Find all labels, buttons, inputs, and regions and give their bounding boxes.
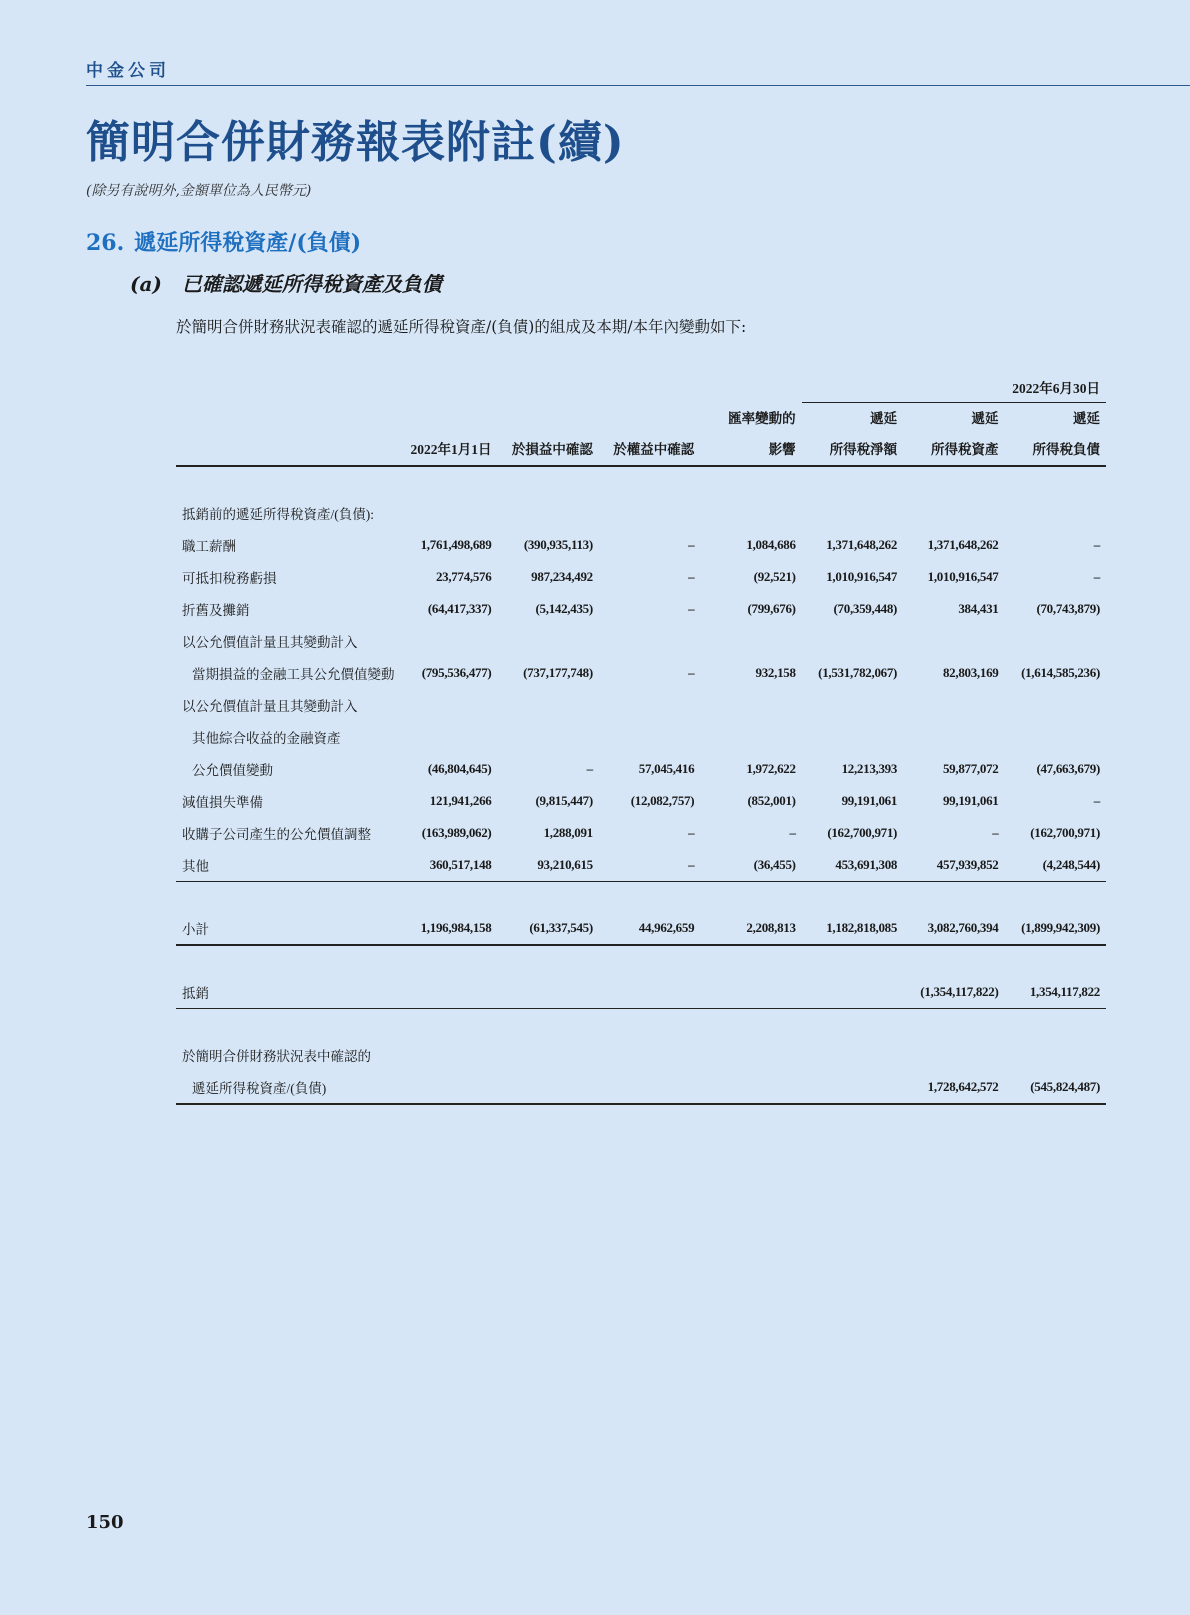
table-row [176,817,1106,849]
cell-value: (737,177,748) [523,665,593,680]
cell-value: (1,531,782,067) [818,665,898,680]
cell-value: (162,700,971) [827,825,898,840]
row-label: 收購子公司產生的公允價值調整 [182,827,371,842]
table-row [176,689,1106,721]
cell-value: – [586,761,593,776]
spacer-row [176,466,1106,497]
cell-value [497,689,598,721]
cell-value: 99,191,061 [841,793,898,808]
cell-value [700,721,801,753]
cell-value: 453,691,308 [802,849,903,882]
row-label: 其他綜合收益的金融資產 [192,731,341,746]
cell-value: 44,962,659 [599,912,700,945]
cell-value: (545,824,487) [1005,1071,1107,1104]
cell-value: (1,614,585,236) [1021,665,1100,680]
cell-value: (5,142,435) [535,601,593,616]
cell-value [903,689,1004,721]
offset-row [176,976,1106,1009]
col-header-line1: 遞延 [971,411,999,426]
cell-value [497,976,598,1009]
row-label: 以公允價值計量且其變動計入 [182,699,358,714]
cell-value [802,976,903,1009]
cell-value [396,689,497,721]
cell-value: – [789,825,796,840]
cell-value: 1,972,622 [746,761,796,776]
cell-value [802,1071,903,1104]
deferred-tax-table [176,372,1106,1105]
cell-value [396,976,497,1009]
cell-value [700,1071,801,1104]
spacer-row [176,1009,1106,1040]
cell-value: (12,082,757) [630,793,695,808]
cell-value: (4,248,544) [1005,849,1107,882]
col-header-line2: 2022年1月1日 [396,431,497,466]
recognised-label-row [176,1039,1106,1071]
cell-value: 932,158 [755,665,796,680]
cell-value [700,625,801,657]
cell-value: 2,208,813 [700,912,801,945]
cell-value [599,689,700,721]
col-header-line1 [396,403,497,432]
subsection-label: (a) [130,272,162,296]
cell-value: (61,337,545) [497,912,598,945]
col-header-line1 [497,403,598,432]
cell-value: 59,877,072 [942,761,999,776]
cell-value: (852,001) [747,793,796,808]
cell-value [599,721,700,753]
cell-value: – [1093,537,1100,552]
cell-value [599,1071,700,1104]
cell-value: 360,517,148 [396,849,497,882]
cell-value [1005,689,1107,721]
cell-value [802,721,903,753]
unit-note: (除另有說明外,金額單位為人民幣元) [86,183,312,199]
subsection-title [130,268,442,297]
table-row [176,753,1106,785]
cell-value [903,721,1004,753]
row-label: 公允價值變動 [192,763,273,778]
row-label: 抵銷 [176,976,396,1009]
cell-value: (162,700,971) [1030,825,1100,840]
col-header-line2: 影響 [700,431,801,466]
row-label: 其他 [176,849,396,882]
cell-value: 1,196,984,158 [396,912,497,945]
cell-value: 987,234,492 [531,569,593,584]
cell-value [903,625,1004,657]
cell-value: (390,935,113) [523,537,593,552]
col-header-line2: 於損益中確認 [497,431,598,466]
cell-value: 384,431 [958,601,999,616]
cell-value: – [1093,793,1100,808]
cell-value [396,625,497,657]
cell-value: 12,213,393 [841,761,898,776]
cell-value: 3,082,760,394 [903,912,1004,945]
row-label: 減值損失準備 [182,795,263,810]
cell-value: 1,761,498,689 [420,537,492,552]
row-label: 職工薪酬 [182,539,236,554]
cell-value [497,1071,598,1104]
cell-value [396,721,497,753]
col-header-line1 [599,403,700,432]
cell-value: 23,774,576 [435,569,492,584]
cell-value: 1,354,117,822 [1005,976,1107,1009]
header-period-row [176,372,1106,403]
table-row [176,721,1106,753]
cell-value: – [1093,569,1100,584]
group-heading: 抵銷前的遞延所得稅資產/(負債): [182,507,374,522]
cell-value: – [688,569,695,584]
page-number: 150 [86,1512,124,1533]
table-row [176,625,1106,657]
row-label: 折舊及攤銷 [182,603,250,618]
cell-value: 457,939,852 [903,849,1004,882]
col-header-line1: 遞延 [1073,411,1100,426]
table-row [176,593,1106,625]
cell-value: – [688,601,695,616]
cell-value: (1,899,942,309) [1005,912,1107,945]
table-row [176,849,1106,882]
company-name: 中金公司 [86,61,170,81]
intro-paragraph: 於簡明合併財務狀況表確認的遞延所得稅資產/(負債)的組成及本期/本年內變動如下: [176,318,747,336]
cell-value: – [688,537,695,552]
spacer-row [176,945,1106,976]
col-header-line1: 遞延 [870,411,898,426]
cell-value [802,689,903,721]
cell-value: 1,182,818,085 [802,912,903,945]
subtotal-row [176,912,1106,945]
table-row [176,529,1106,561]
cell-value: (36,455) [700,849,801,882]
section-number: 26. [86,230,125,256]
col-header-line2: 於權益中確認 [599,431,700,466]
cell-value [1005,625,1107,657]
table-row [176,657,1106,689]
col-header-line1: 匯率變動的 [728,410,796,426]
cell-value: 82,803,169 [942,665,999,680]
row-label: 小計 [176,912,396,945]
cell-value: (46,804,645) [427,761,492,776]
table-row [176,561,1106,593]
cell-value [396,1071,497,1104]
cell-value: – [688,665,695,680]
cell-value: (799,676) [747,601,796,616]
col-header-line2: 所得稅負債 [1005,431,1107,466]
cell-value: (92,521) [753,569,796,584]
row-label: 遞延所得稅資產/(負債) [176,1071,396,1104]
cell-value: (70,359,448) [833,601,898,616]
header-rule [86,85,1190,86]
cell-value: 1,728,642,572 [903,1071,1004,1104]
period-header: 2022年6月30日 [802,372,1106,403]
header-row-2 [176,431,1106,466]
cell-value: – [992,825,999,840]
cell-value [1005,721,1107,753]
row-label: 以公允價值計量且其變動計入 [182,635,358,650]
row-label: 可抵扣稅務虧損 [182,571,277,586]
recognised-row [176,1071,1106,1104]
cell-value: 1,010,916,547 [927,569,999,584]
cell-value [700,976,801,1009]
cell-value: 1,371,648,262 [927,537,999,552]
cell-value: – [688,825,695,840]
cell-value [497,721,598,753]
row-label: 當期損益的金融工具公允價值變動 [192,667,395,682]
row-label: 於簡明合併財務狀況表中確認的 [182,1049,371,1064]
cell-value: 1,371,648,262 [826,537,898,552]
cell-value [497,625,598,657]
cell-value: (9,815,447) [535,793,593,808]
cell-value: (163,989,062) [421,825,492,840]
cell-value [700,689,801,721]
cell-value [802,625,903,657]
cell-value: (64,417,337) [427,601,492,616]
cell-value: 1,288,091 [543,825,593,840]
page-title: 簡明合併財務報表附註(續) [86,117,625,168]
col-header-line2: 所得稅淨額 [802,431,903,466]
section-title [86,226,361,257]
cell-value: (47,663,679) [1036,761,1100,776]
header-row-1 [176,403,1106,432]
cell-value: 99,191,061 [942,793,999,808]
cell-value: 121,941,266 [429,793,492,808]
col-header-line2: 所得稅資產 [903,431,1004,466]
cell-value: 1,010,916,547 [826,569,898,584]
cell-value: (795,536,477) [421,665,492,680]
table-row [176,785,1106,817]
cell-value: 57,045,416 [638,761,695,776]
cell-value: (1,354,117,822) [903,976,1004,1009]
group-heading-row [176,497,1106,529]
spacer-row [176,882,1106,913]
cell-value [599,976,700,1009]
cell-value: 93,210,615 [497,849,598,882]
cell-value [599,625,700,657]
cell-value: – [599,849,700,882]
section-title-text: 遞延所得稅資產/(負債) [134,230,362,256]
subsection-title-text: 已確認遞延所得稅資產及負債 [181,272,442,296]
cell-value: (70,743,879) [1036,601,1100,616]
cell-value: 1,084,686 [746,537,796,552]
